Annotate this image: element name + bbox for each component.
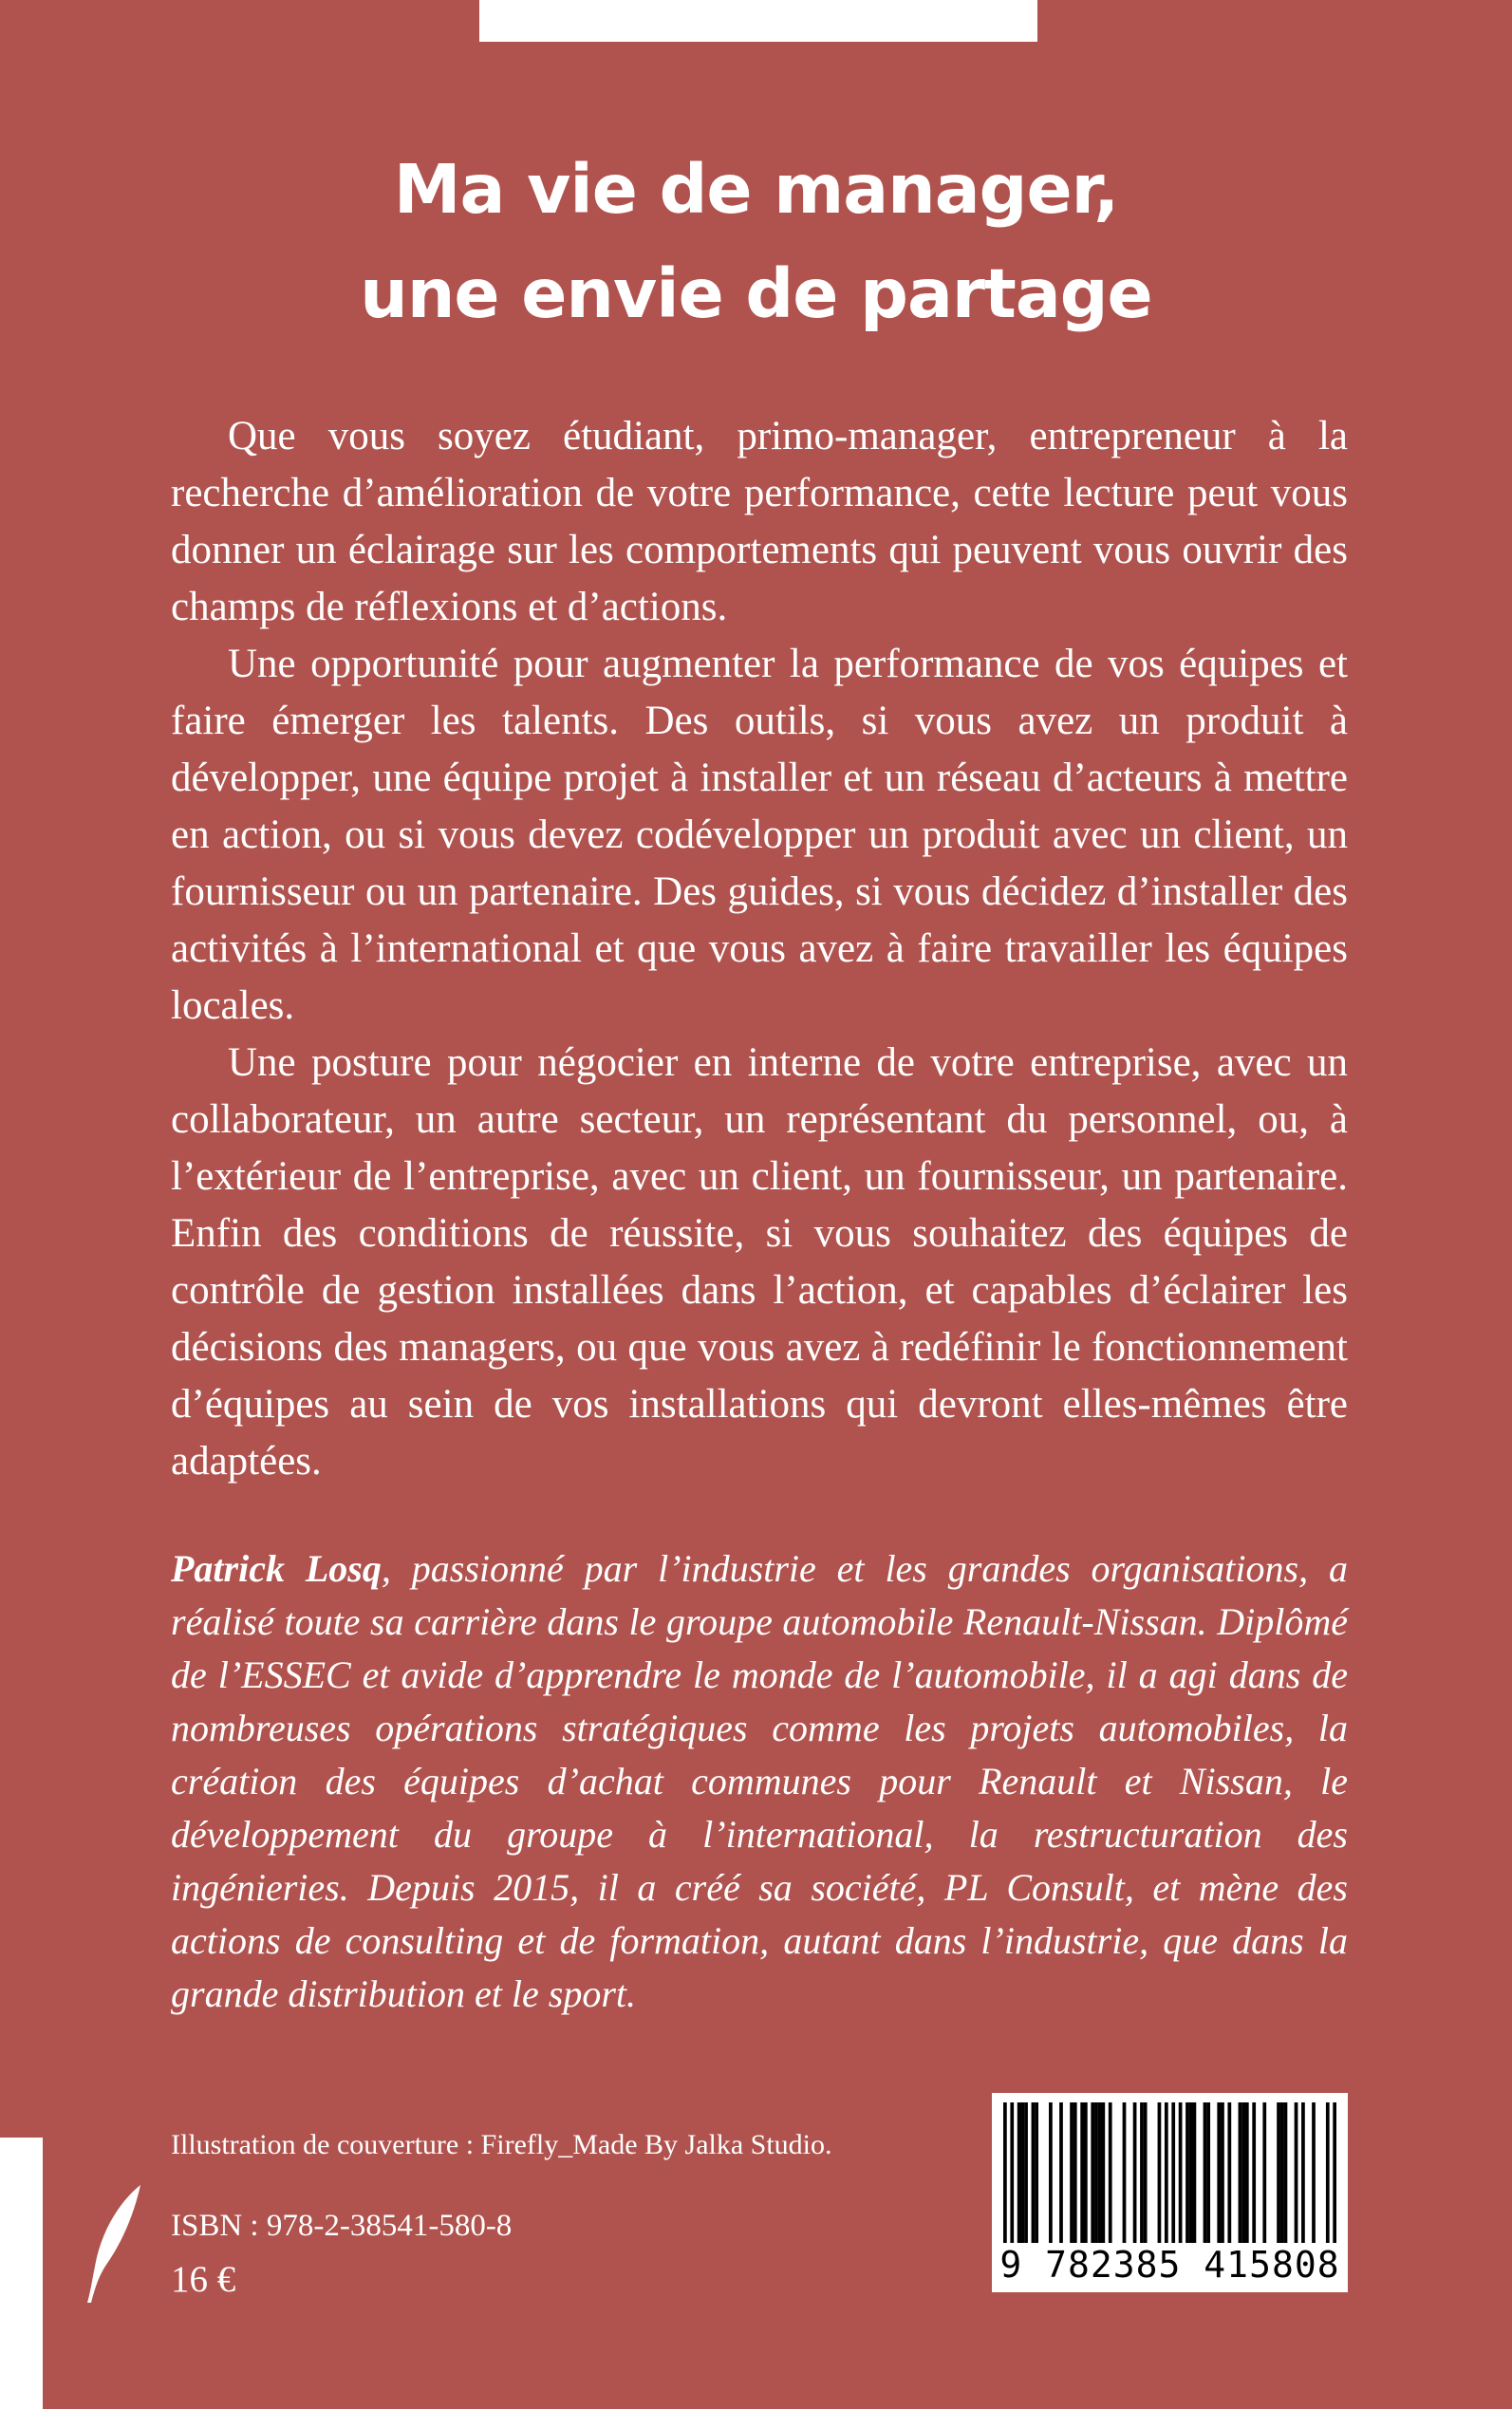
blurb-paragraph-3: Une posture pour négocier en interne de votre entreprise, avec un collaborateur, un autre secteur, un représentant du personnel, ou, à l’extérieur de l’entreprise, avec un client, un fournisseur, un partenaire. Enfin des conditions de réussite, si vous souhaitez des équipes de contrôle de gestion installées dans l’action, et capables d’éclairer les décisions des managers, ou que vous avez à redéfinir le fonctionnement d’équipes au sein de vos installations qui devront elles-mêmes être adaptées.	[171, 1040, 1348, 1484]
barcode	[992, 2093, 1348, 2292]
barcode-bar	[1217, 2102, 1221, 2243]
feather-icon	[84, 2183, 144, 2305]
barcode-digits: 9 782385 415808	[999, 2244, 1340, 2286]
top-white-tab	[479, 0, 1037, 42]
barcode-bar	[1193, 2102, 1197, 2243]
barcode-bar	[1227, 2102, 1231, 2243]
barcode-bar	[1140, 2102, 1144, 2243]
barcode-bar	[1326, 2102, 1330, 2243]
barcode-bar	[1084, 2102, 1088, 2243]
author-bio	[171, 1542, 1348, 2021]
barcode-bar	[1101, 2102, 1105, 2243]
blurb-paragraph-2: Une opportunité pour augmenter la performance de vos équipes et faire émerger les talents. Des outils, si vous avez un produit à développer, une équipe projet à installer et un réseau d’acteurs à mettre en action, ou si vous devez codévelopper un produit avec un client, un fournisseur ou un partenaire. Des guides, si vous décidez d’installer des activités à l’international et que vous avez à faire travailler les équipes locales.	[171, 642, 1348, 1028]
barcode-bar	[1032, 2102, 1036, 2243]
title-line-1: Ma vie de manager,	[393, 150, 1119, 229]
blurb	[171, 408, 1348, 1490]
barcode-bar	[1241, 2102, 1245, 2243]
barcode-bar	[1098, 2102, 1102, 2243]
barcode-bar	[1059, 2102, 1063, 2243]
barcode-bar	[1301, 2102, 1305, 2243]
barcode-bar	[1295, 2102, 1298, 2243]
barcode-bar	[1206, 2102, 1210, 2243]
spine-strip	[0, 2138, 43, 2409]
barcode-bar	[1123, 2102, 1127, 2243]
barcode-bar	[1109, 2102, 1112, 2243]
barcode-bar	[1158, 2102, 1162, 2243]
barcode-bar	[1171, 2102, 1175, 2243]
barcode-bar	[1252, 2102, 1256, 2243]
barcode-bar	[1189, 2102, 1193, 2243]
price: 16 €	[171, 2259, 236, 2300]
barcode-bar	[1091, 2102, 1094, 2243]
barcode-bar	[1035, 2102, 1038, 2243]
barcode-bar	[1094, 2102, 1098, 2243]
barcode-bar	[1133, 2102, 1137, 2243]
barcode-bar	[1080, 2102, 1084, 2243]
barcode-bar	[1312, 2102, 1316, 2243]
barcode-bar	[1333, 2102, 1336, 2243]
barcode-bar	[1010, 2102, 1014, 2243]
barcode-bar	[1165, 2102, 1168, 2243]
isbn: ISBN : 978-2-38541-580-8	[171, 2209, 513, 2243]
barcode-bars	[1003, 2102, 1336, 2243]
barcode-bar	[1262, 2102, 1266, 2243]
barcode-bar	[1185, 2102, 1189, 2243]
barcode-bar	[1280, 2102, 1284, 2243]
book-title	[0, 138, 1512, 346]
barcode-bar	[1017, 2102, 1021, 2243]
barcode-bar	[1221, 2102, 1224, 2243]
barcode-bar	[1049, 2102, 1053, 2243]
illustration-credit: Illustration de couverture : Firefly_Made By Jalka Studio.	[171, 2129, 832, 2160]
barcode-bar	[1020, 2102, 1024, 2243]
barcode-bar	[1073, 2102, 1077, 2243]
barcode-bar	[1277, 2102, 1280, 2243]
barcode-bar	[1003, 2102, 1007, 2243]
author-name: Patrick Losq	[171, 1547, 382, 1590]
barcode-bar	[1144, 2102, 1148, 2243]
barcode-bar	[1024, 2102, 1028, 2243]
title-line-2: une envie de partage	[360, 254, 1152, 333]
barcode-bar	[1239, 2102, 1242, 2243]
author-bio-text: , passionné par l’industrie et les grandes organisations, a réalisé toute sa carrière dans le groupe automobile Renault-Nissan. Diplômé de l’ESSEC et avide d’apprendre le monde de l’automobile, il a agi dans de nombreuses opérations stratégiques comme les projets automobiles, la création des équipes d’achat communes pour Renault et Nissan, le développement du groupe à l’international, la restructuration des ingénieries. Depuis 2015, il a créé sa société, PL Consult, et mène des actions de consulting et de formation, autant dans l’industrie, que dans la grande distribution et le sport.	[171, 1547, 1348, 2015]
blurb-paragraph-1: Que vous soyez étudiant, primo-manager, entrepreneur à la recherche d’amélioration de votre performance, cette lecture peut vous donner un éclairage sur les comportements qui peuvent vous ouvrir des champs de réflexions et d’actions.	[171, 414, 1348, 629]
barcode-bar	[1204, 2102, 1207, 2243]
barcode-bar	[1245, 2102, 1249, 2243]
barcode-bar	[1284, 2102, 1288, 2243]
barcode-bar	[1070, 2102, 1073, 2243]
barcode-bar	[1179, 2102, 1183, 2243]
